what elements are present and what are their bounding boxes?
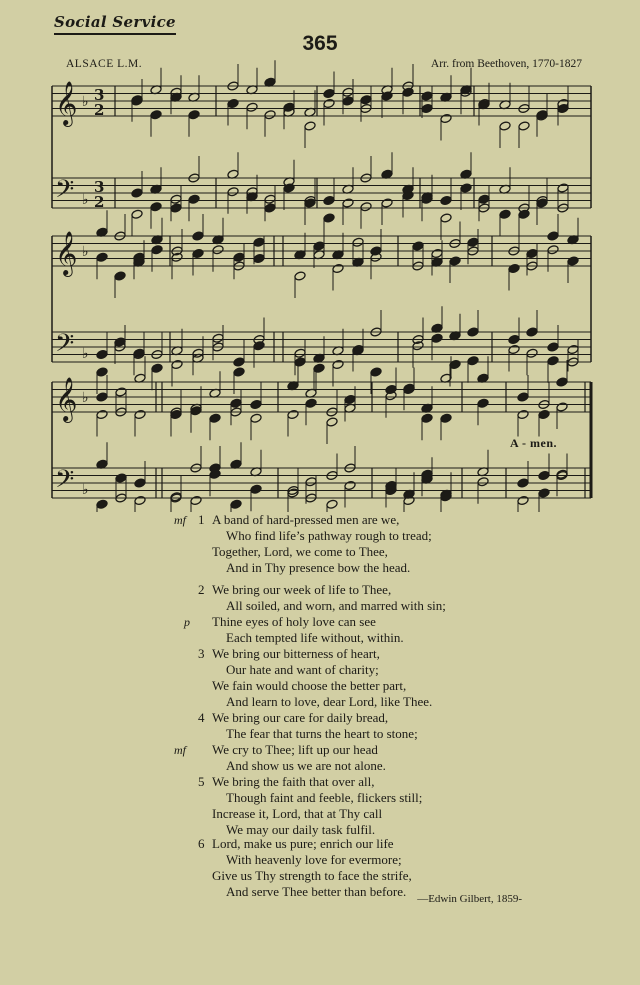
verse-line: With heavenly love for evermore;: [226, 852, 402, 867]
verse-number: 2: [198, 582, 205, 597]
note-head: [233, 367, 245, 377]
note-head: [508, 344, 520, 354]
note-head: [96, 499, 108, 509]
note-head: [209, 413, 221, 423]
treble-clef: 𝄞: [55, 81, 78, 125]
note-head: [517, 392, 529, 402]
flat-key-signature: ♭: [82, 390, 89, 406]
note-head: [287, 409, 299, 419]
note-head: [323, 98, 335, 108]
note-head: [212, 245, 224, 255]
note-head: [332, 359, 344, 369]
verse-line: We bring our week of life to Thee,: [212, 582, 392, 597]
note-head: [508, 334, 520, 344]
verse-line: Who find life’s pathway rough to tread;: [226, 528, 432, 543]
note-head: [478, 194, 490, 204]
note-head: [96, 349, 108, 359]
note-head: [547, 356, 559, 366]
note-head: [431, 333, 443, 343]
note-head: [440, 195, 452, 205]
flat-key-signature: ♭: [82, 192, 89, 208]
note-head: [151, 363, 163, 373]
hymn-number: 365: [302, 32, 338, 55]
note-head: [467, 356, 479, 366]
verse-line: Increase it, Lord, that at Thy call: [212, 806, 383, 821]
composer-credit: Arr. from Beethoven, 1770-1827: [430, 58, 582, 70]
verse-line: We cry to Thee; lift up our head: [212, 742, 378, 757]
verse-line: We bring the faith that over all,: [212, 774, 375, 789]
note-head: [538, 409, 550, 419]
note-head: [412, 241, 424, 251]
note-head: [342, 87, 354, 97]
treble-clef: 𝄞: [55, 231, 78, 275]
note-head: [352, 237, 364, 247]
time-signature-bottom: 2: [94, 101, 105, 119]
note-head: [170, 194, 182, 204]
note-head: [150, 110, 162, 120]
note-head: [233, 252, 245, 262]
section-heading: Social Service: [54, 12, 176, 35]
verse-line: And in Thy presence bow the head.: [226, 560, 411, 575]
note-head: [342, 96, 354, 106]
amen-lyric: A - men.: [510, 436, 557, 450]
note-head: [250, 399, 262, 409]
note-head: [556, 377, 568, 387]
note-head: [440, 113, 452, 123]
flat-key-signature: ♭: [82, 244, 89, 260]
note-head: [313, 241, 325, 251]
note-head: [467, 327, 479, 337]
note-head: [499, 121, 511, 131]
note-head: [190, 495, 202, 505]
note-head: [188, 194, 200, 204]
verse-line: Lord, make us pure; enrich our life: [212, 836, 394, 851]
note-head: [294, 357, 306, 367]
note-head: [114, 271, 126, 281]
note-head: [460, 183, 472, 193]
note-head: [230, 398, 242, 408]
verse-line: We may our daily task fulfil.: [226, 822, 376, 837]
verse-line: We bring our bitterness of heart,: [212, 646, 380, 661]
note-head: [326, 499, 338, 509]
note-head: [547, 231, 559, 241]
note-head: [440, 413, 452, 423]
note-head: [305, 398, 317, 408]
flat-key-signature: ♭: [82, 346, 89, 362]
note-head: [192, 231, 204, 241]
note-head: [250, 484, 262, 494]
note-head: [313, 363, 325, 373]
note-head: [344, 394, 356, 404]
note-head: [134, 478, 146, 488]
note-head: [294, 348, 306, 358]
note-head: [517, 495, 529, 505]
note-head: [134, 409, 146, 419]
note-head: [360, 202, 372, 212]
verse-line: And serve Thee better than before.: [226, 884, 407, 899]
note-head: [326, 417, 338, 427]
note-head: [253, 237, 265, 247]
note-head: [526, 327, 538, 337]
note-head: [517, 409, 529, 419]
note-head: [538, 470, 550, 480]
note-head: [305, 477, 317, 487]
note-head: [227, 98, 239, 108]
note-head: [518, 121, 530, 131]
note-head: [230, 499, 242, 509]
bass-clef: 𝄢: [55, 329, 75, 364]
dynamic-marking: mf: [174, 513, 186, 527]
verse-line: The fear that turns the heart to stone;: [226, 726, 418, 741]
note-head: [96, 252, 108, 262]
dynamic-marking: p: [184, 615, 190, 629]
note-head: [212, 333, 224, 343]
note-head: [431, 248, 443, 258]
verse: [0, 774, 640, 838]
note-head: [264, 194, 276, 204]
bass-clef: 𝄢: [55, 465, 75, 500]
verse: [0, 646, 640, 710]
note-head: [547, 245, 559, 255]
note-head: [192, 248, 204, 258]
verse: [0, 710, 640, 774]
note-head: [264, 110, 276, 120]
note-head: [467, 237, 479, 247]
note-head: [499, 209, 511, 219]
verse-line: Though faint and feeble, flickers still;: [226, 790, 423, 805]
verse-line: A band of hard-pressed men are we,: [212, 512, 400, 527]
verse-line: We bring our care for daily bread,: [212, 710, 389, 725]
verse-number: 3: [198, 646, 205, 661]
verse-line: Our hate and want of charity;: [226, 662, 379, 677]
verse-line: And learn to love, dear Lord, like Thee.: [226, 694, 433, 709]
flat-key-signature: ♭: [82, 482, 89, 498]
note-head: [170, 203, 182, 213]
note-head: [233, 357, 245, 367]
note-head: [323, 213, 335, 223]
note-head: [421, 91, 433, 101]
note-head: [556, 402, 568, 412]
note-head: [115, 387, 127, 397]
verse-line: We fain would choose the better part,: [212, 678, 407, 693]
flat-key-signature: ♭: [82, 94, 89, 110]
verse-line: Thine eyes of holy love can see: [212, 614, 376, 629]
note-head: [171, 359, 183, 369]
note-head: [332, 263, 344, 273]
note-head: [150, 202, 162, 212]
verse-line: And show us we are not alone.: [226, 758, 386, 773]
note-head: [381, 198, 393, 208]
verse: [0, 836, 640, 900]
verse-number: 5: [198, 774, 205, 789]
author-credit: —Edwin Gilbert, 1859-: [417, 893, 522, 905]
verse-number: 1: [198, 512, 205, 527]
note-head: [96, 409, 108, 419]
note-head: [227, 187, 239, 197]
note-head: [421, 103, 433, 113]
note-head: [547, 342, 559, 352]
note-head: [526, 248, 538, 258]
verse-number: 6: [198, 836, 205, 851]
note-head: [151, 245, 163, 255]
note-head: [517, 478, 529, 488]
note-head: [449, 256, 461, 266]
note-head: [264, 203, 276, 213]
note-head: [538, 488, 550, 498]
note-head: [567, 344, 579, 354]
verse-line: Give us Thy strength to face the strife,: [212, 868, 412, 883]
verse: [0, 512, 640, 576]
note-head: [567, 256, 579, 266]
note-head: [421, 413, 433, 423]
note-head: [323, 88, 335, 98]
note-head: [526, 348, 538, 358]
note-head: [294, 271, 306, 281]
note-head: [188, 110, 200, 120]
verse-line: Together, Lord, we come to Thee,: [212, 544, 388, 559]
note-head: [115, 473, 127, 483]
note-head: [246, 102, 258, 112]
note-head: [440, 213, 452, 223]
note-head: [253, 253, 265, 263]
note-head: [131, 209, 143, 219]
note-head: [96, 367, 108, 377]
note-head: [323, 195, 335, 205]
time-signature-top: 3: [94, 178, 105, 196]
note-head: [360, 95, 372, 105]
bass-clef: 𝄢: [55, 175, 75, 210]
verse-line: All soiled, and worn, and marred with sin;: [226, 598, 446, 613]
note-head: [134, 495, 146, 505]
note-head: [344, 480, 356, 490]
verse-line: Each tempted life without, within.: [226, 630, 404, 645]
note-head: [557, 183, 569, 193]
note-head: [477, 398, 489, 408]
time-signature-bottom: 2: [94, 193, 105, 211]
verse: [0, 582, 640, 646]
note-head: [477, 477, 489, 487]
note-head: [342, 198, 354, 208]
note-head: [304, 121, 316, 131]
verse-number: 4: [198, 710, 205, 725]
note-head: [370, 367, 382, 377]
note-head: [250, 413, 262, 423]
note-head: [508, 263, 520, 273]
treble-clef: 𝄞: [55, 377, 78, 421]
note-head: [131, 188, 143, 198]
time-signature-top: 3: [94, 86, 105, 104]
dynamic-marking: mf: [174, 743, 186, 757]
note-head: [96, 392, 108, 402]
tune-name: ALSACE L.M.: [66, 58, 143, 70]
